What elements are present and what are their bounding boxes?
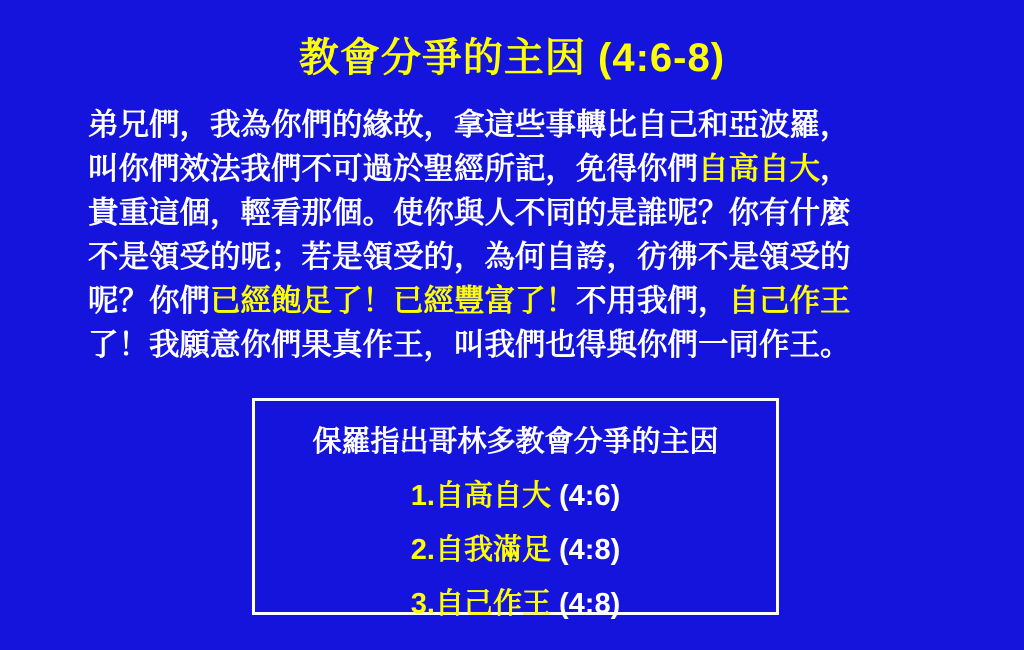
- passage-line-6: [88, 323, 944, 367]
- passage-segment: 呢？你們: [88, 284, 210, 318]
- summary-box-heading: 保羅指出哥林多教會分爭的主因: [312, 426, 719, 458]
- passage-segment: 不是領受的呢；若是領受的，為何自誇，彷彿不是領受的: [88, 240, 851, 274]
- passage-segment: 弟兄們，我為你們的緣故，拿這些事轉比自己和亞波羅，: [88, 108, 851, 142]
- passage-line-2: [88, 147, 944, 191]
- list-item-number: 2.: [410, 534, 435, 566]
- list-item-number: 3.: [410, 588, 435, 620]
- passage-line-5: [88, 279, 944, 323]
- list-item-term: 自高自大: [434, 480, 551, 512]
- passage-segment: 貴重這個，輕看那個。使你與人不同的是誰呢？你有什麼: [88, 196, 851, 230]
- list-item-reference: (4:8): [559, 534, 621, 566]
- passage-highlight: 自己作王: [728, 284, 851, 318]
- list-item-reference: (4:6): [559, 480, 621, 512]
- list-item: [255, 527, 776, 568]
- list-item-number: 1.: [410, 480, 435, 512]
- scripture-passage: [88, 103, 944, 367]
- passage-highlight: 自高自大: [698, 152, 820, 186]
- summary-box: [252, 398, 779, 620]
- passage-highlight: 已經飽足了！已經豐富了！: [210, 284, 576, 318]
- list-item-term: 自我滿足: [434, 534, 551, 566]
- list-item: [255, 473, 776, 514]
- passage-segment: 叫你們效法我們不可過於聖經所記，免得你們: [88, 152, 698, 186]
- passage-line-3: [88, 191, 944, 235]
- list-item: [255, 581, 776, 622]
- list-item-reference: (4:8): [559, 588, 621, 620]
- passage-segment: ，: [820, 152, 851, 186]
- passage-segment: 不用我們，: [576, 284, 729, 318]
- passage-line-1: [88, 103, 944, 147]
- passage-segment: 了！我願意你們果真作王，叫我們也得與你們一同作王。: [88, 328, 851, 362]
- list-item-term: 自己作王: [434, 588, 551, 620]
- passage-line-4: [88, 235, 944, 279]
- page-title: 教會分爭的主因 (4:6-8): [298, 36, 726, 80]
